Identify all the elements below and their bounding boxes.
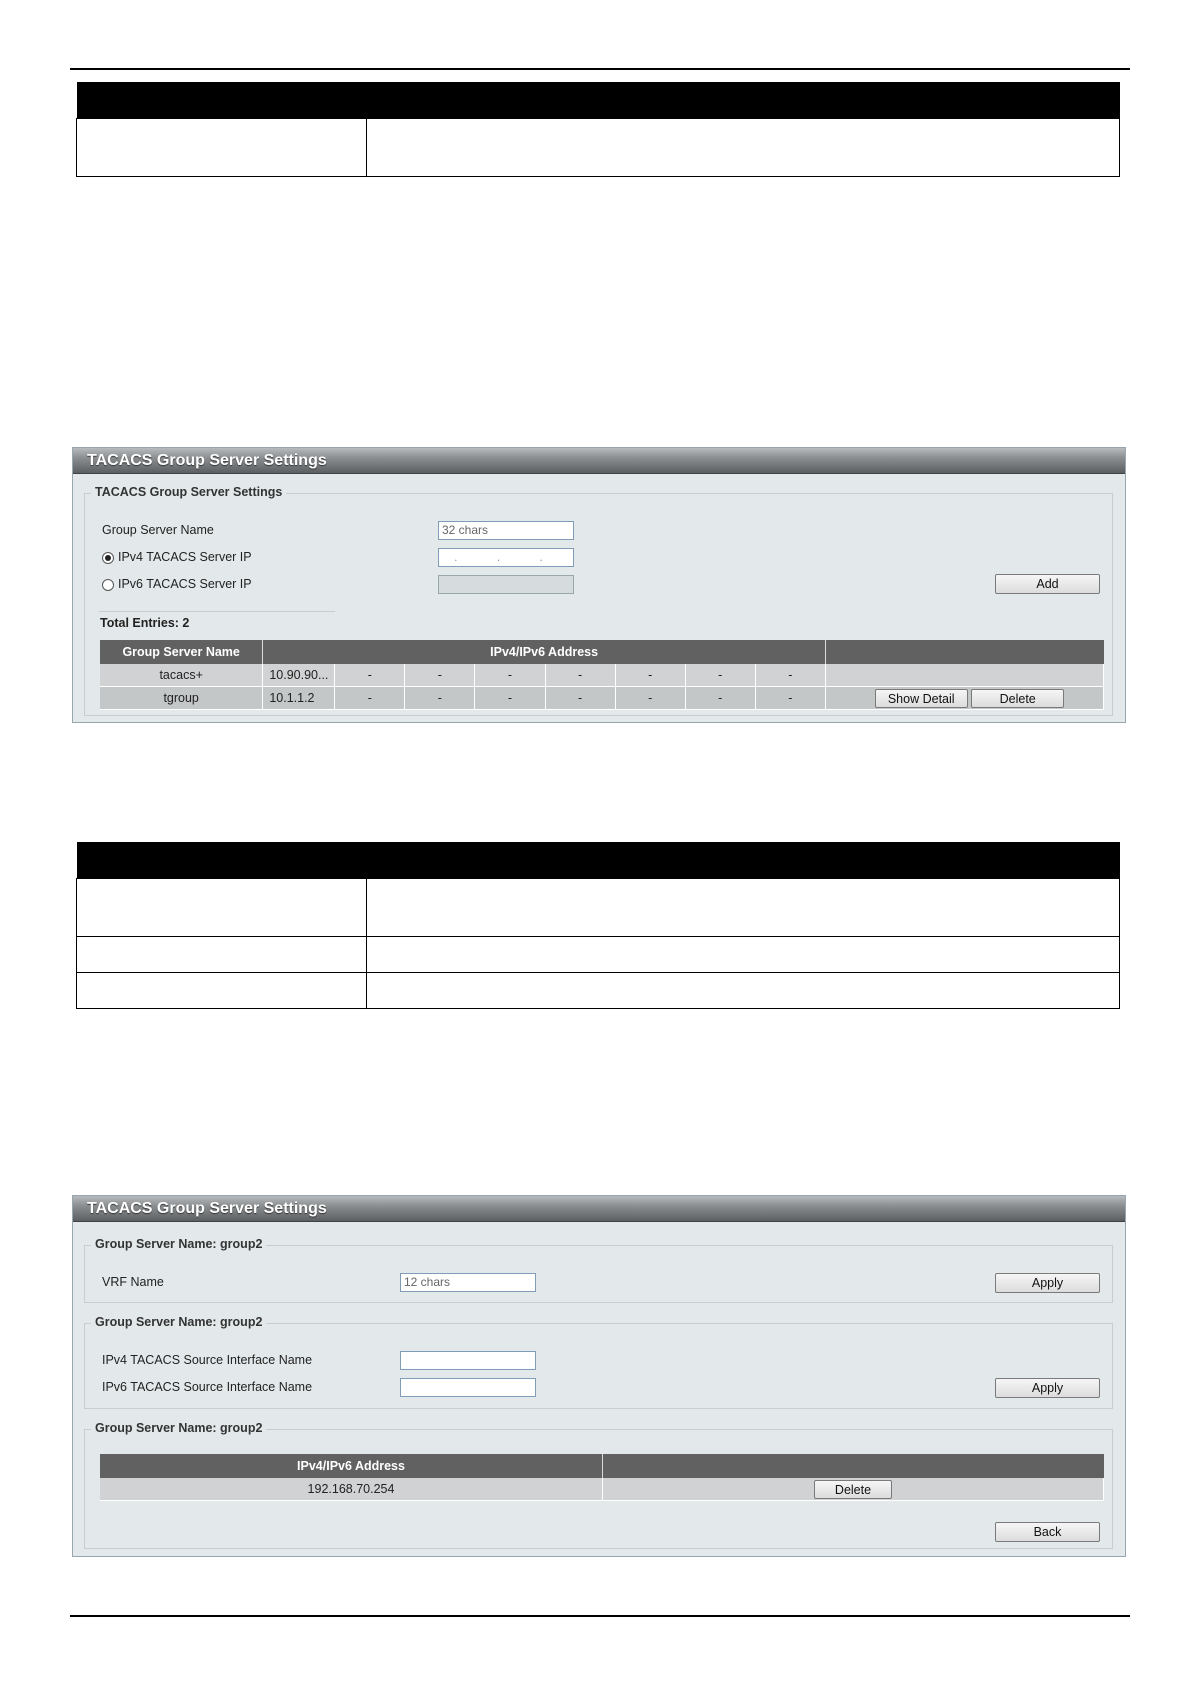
row-address: - <box>405 664 475 687</box>
ipv4-radio[interactable] <box>102 552 114 564</box>
address-table <box>100 1454 1104 1501</box>
add-button[interactable]: Add <box>995 574 1100 594</box>
ipv4-source-interface-input[interactable] <box>400 1351 536 1370</box>
row-address: - <box>545 664 615 687</box>
row-actions <box>825 687 1103 710</box>
ipv4-source-interface-label: IPv4 TACACS Source Interface Name <box>102 1353 313 1367</box>
ip-dots: . . . <box>454 550 561 564</box>
total-entries: Total Entries: 2 <box>100 616 190 630</box>
group-server-table <box>100 640 1104 710</box>
delete-button[interactable]: Delete <box>971 689 1064 708</box>
doc-table-row <box>77 119 1120 177</box>
table-header <box>100 1454 1104 1478</box>
doc-table-top <box>76 82 1120 177</box>
footer-rule <box>70 1615 1130 1617</box>
ipv6-source-interface-label: IPv6 TACACS Source Interface Name <box>102 1380 313 1394</box>
fieldset-legend: TACACS Group Server Settings <box>91 485 286 499</box>
row-address: - <box>755 687 825 710</box>
back-button[interactable]: Back <box>995 1522 1100 1542</box>
settings-fieldset <box>84 485 1113 716</box>
ipv4-server-ip-label: IPv4 TACACS Server IP <box>118 550 252 564</box>
fieldset-legend: Group Server Name: group2 <box>91 1237 266 1251</box>
fieldset-legend: Group Server Name: group2 <box>91 1315 266 1329</box>
row-address: - <box>405 687 475 710</box>
vrf-name-input[interactable]: 12 chars <box>400 1273 536 1292</box>
row-address: - <box>545 687 615 710</box>
row-address: - <box>335 664 405 687</box>
row-address: - <box>335 687 405 710</box>
row-address: - <box>615 687 685 710</box>
fieldset-legend: Group Server Name: group2 <box>91 1421 266 1435</box>
col-address: IPv4/IPv6 Address <box>263 640 826 664</box>
ipv4-server-ip-input[interactable] <box>438 548 574 567</box>
row-address: - <box>615 664 685 687</box>
address-fieldset <box>84 1421 1113 1549</box>
doc-table-header <box>77 842 1120 879</box>
ipv6-source-interface-input[interactable] <box>400 1378 536 1397</box>
delete-button[interactable]: Delete <box>814 1480 892 1499</box>
panel-title: TACACS Group Server Settings <box>73 448 1125 474</box>
header-rule <box>70 68 1130 70</box>
row-actions <box>603 1478 1104 1501</box>
row-address: - <box>755 664 825 687</box>
row-address: 10.1.1.2 <box>263 687 335 710</box>
apply-button[interactable]: Apply <box>995 1378 1100 1398</box>
doc-table-row <box>77 879 1120 937</box>
doc-table-header <box>77 82 1120 119</box>
table-row <box>100 687 1104 710</box>
apply-button[interactable]: Apply <box>995 1273 1100 1293</box>
row-address: 192.168.70.254 <box>100 1478 603 1501</box>
entries-divider <box>99 611 335 612</box>
table-row <box>100 1478 1104 1501</box>
table-row <box>100 664 1104 687</box>
table-header <box>100 640 1104 664</box>
vrf-fieldset <box>84 1237 1113 1303</box>
show-detail-button[interactable]: Show Detail <box>875 689 968 708</box>
row-address: - <box>475 687 545 710</box>
col-address: IPv4/IPv6 Address <box>100 1454 603 1478</box>
doc-table-row <box>77 937 1120 973</box>
ipv6-server-ip-label: IPv6 TACACS Server IP <box>118 577 252 591</box>
group-server-name-label: Group Server Name <box>102 523 214 537</box>
ipv6-server-ip-input <box>438 575 574 594</box>
col-actions <box>825 640 1103 664</box>
vrf-name-label: VRF Name <box>102 1275 164 1289</box>
col-group-server-name: Group Server Name <box>100 640 263 664</box>
row-address: - <box>685 664 755 687</box>
ipv6-radio[interactable] <box>102 579 114 591</box>
row-actions <box>825 664 1103 687</box>
row-address: 10.90.90... <box>263 664 335 687</box>
tacacs-group-server-panel <box>72 447 1126 723</box>
tacacs-group-server-detail-panel <box>72 1195 1126 1557</box>
panel-title: TACACS Group Server Settings <box>73 1196 1125 1222</box>
group-server-name-input[interactable]: 32 chars <box>438 521 574 540</box>
row-name: tgroup <box>100 687 263 710</box>
source-interface-fieldset <box>84 1315 1113 1409</box>
row-address: - <box>685 687 755 710</box>
row-name: tacacs+ <box>100 664 263 687</box>
doc-table-middle <box>76 842 1120 1009</box>
doc-table-row <box>77 973 1120 1009</box>
col-actions <box>603 1454 1104 1478</box>
row-address: - <box>475 664 545 687</box>
